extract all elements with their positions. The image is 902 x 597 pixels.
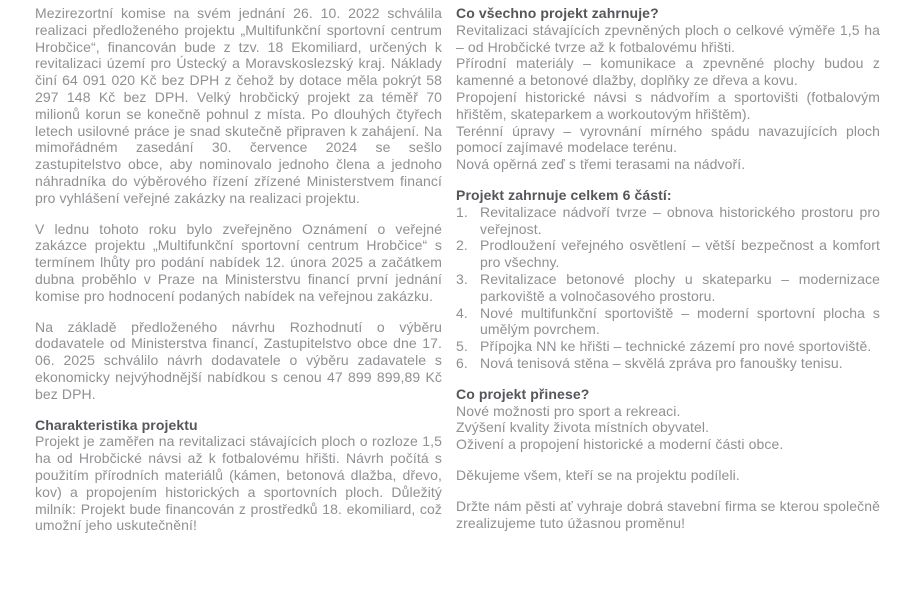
list-item-number: 2. xyxy=(456,237,468,254)
paragraph-tender-announcement: V lednu tohoto roku bylo zveřejněno Oznámení o veřejné zakázce projektu „Multifunkční sportovní centrum Hrobčice“ s termínem lhůty pro podání nabídek 12. února 2025 a začátkem dubna proběhlo v Praze na Ministerstvu financí první jednání komise pro hodnocení podaných nabídek na veřejnou zakázku. xyxy=(35,220,442,304)
paragraph-project-characteristics: Projekt je zaměřen na revitalizaci stávajících ploch o rozloze 1,5 ha od Hrobčické návsi až k fotbalovému hřišti. Návrh počítá s použitím přírodních materiálů (kámen, betonová dlažba, dřevo, kov) a propojením historických a sportovních ploch. Důležitý milník: Projekt bude financován z prostředků 18. ekomiliard, což umožní jeho uskutečnění! xyxy=(35,433,442,534)
section-heading-co-vsechno-projekt-zahrnuje: Co všechno projekt zahrnuje? xyxy=(456,5,659,21)
section-heading-charakteristika-projektu: Charakteristika projektu xyxy=(35,416,198,433)
numbered-list-item xyxy=(456,355,880,372)
list-item: Terénní úpravy – vyrovnání mírného spádu navazujících ploch pomocí zajímavé modelace terénu. xyxy=(456,122,880,156)
list-item: Nová opěrná zeď s třemi terasami na nádvoří. xyxy=(456,156,746,173)
numbered-list-item xyxy=(456,271,880,305)
list-item-text: Přípojka NN ke hřišti – technické zázemí pro nové sportoviště. xyxy=(480,338,872,355)
benefit-item: Nové možnosti pro sport a rekreaci. xyxy=(456,402,681,419)
section-heading-co-projekt-prinese: Co projekt přinese? xyxy=(456,385,590,402)
numbered-parts-list xyxy=(456,204,880,372)
list-item: Přírodní materiály – komunikace a zpevněné plochy budou z kamenné a betonové dlažby, doplňky ze dřeva a kovu. xyxy=(456,55,880,89)
numbered-list-item xyxy=(456,204,880,238)
benefit-item: Oživení a propojení historické a moderní části obce. xyxy=(456,436,784,453)
paragraph-supplier-decision: Na základě předloženého návrhu Rozhodnutí o výběru dodavatele od Ministerstva financí, Zastupitelstvo obce dne 17. 06. 2025 schválilo návrh dodavatele o výběru zadavatele s ekonomicky nejvýhodnější nabídkou s cenou 47 899 899,89 Kč bez DPH. xyxy=(35,318,442,402)
list-item-number: 4. xyxy=(456,304,468,321)
section-heading-projekt-zahrnuje-6-casti: Projekt zahrnuje celkem 6 částí: xyxy=(456,186,672,203)
list-item-text: Prodloužení veřejného osvětlení – větší bezpečnost a komfort pro všechny. xyxy=(480,237,880,271)
benefit-item: Zvýšení kvality života místních obyvatel. xyxy=(456,419,710,436)
paragraph-thanks: Děkujeme všem, kteří se na projektu podíleli. xyxy=(456,466,740,483)
numbered-list-item xyxy=(456,305,880,339)
left-column xyxy=(35,5,442,597)
list-item-number: 6. xyxy=(456,354,468,371)
list-item: Propojení historické návsi s nádvořím a sportovišti (fotbalovým hřištěm, skateparkem a workoutovým hřištěm). xyxy=(456,88,880,122)
list-item: Revitalizaci stávajících zpevněných ploch o celkové výměře 1,5 ha – od Hrobčické tvrze až k fotbalovému hřišti. xyxy=(456,21,880,55)
list-item-text: Nová tenisová stěna – skvělá zpráva pro fanoušky tenisu. xyxy=(480,354,843,371)
paragraph-closing-wish: Držte nám pěsti ať vyhraje dobrá stavební firma se kterou společně zrealizujeme tuto úžasnou proměnu! xyxy=(456,497,880,531)
list-item-text: Revitalizace betonové plochy u skateparku – modernizace parkoviště a volnočasového prostoru. xyxy=(480,270,880,304)
numbered-list-item xyxy=(456,338,880,355)
numbered-list-item xyxy=(456,237,880,271)
paragraph-commission-approval: Mezirezortní komise na svém jednání 26. 10. 2022 schválila realizaci předloženého projektu „Multifunkční sportovní centrum Hrobčice“, financován bude z tzv. 18 Ekomiliard, určených k revitalizaci území pro Ústecký a Moravskoslezský kraj. Náklady činí 64 091 020 Kč bez DPH z čehož by dotace měla pokrýt 58 297 148 Kč bez DPH. Velký hrobčický projekt za téměř 70 milionů korun se konečně pohnul z místa. Po dlouhých čtyřech letech usilovné práce je snad skutečně připraven k zahájení. Na mimořádném zasedání 30. července 2024 se sešlo zastupitelstvo obce, aby nominovalo jednoho člena a jednoho náhradníka do výběrového řízení zřízené Ministerstvem financí pro vyhlášení veřejné zakázky na realizaci projektu. xyxy=(35,5,442,206)
right-column xyxy=(456,5,880,597)
list-item-text: Revitalizace nádvoří tvrze – obnova historického prostoru pro veřejnost. xyxy=(480,203,880,237)
list-item-number: 5. xyxy=(456,338,468,355)
list-item-number: 3. xyxy=(456,270,468,287)
list-item-number: 1. xyxy=(456,203,468,220)
list-item-text: Nové multifunkční sportoviště – moderní sportovní plocha s umělým povrchem. xyxy=(480,304,880,338)
